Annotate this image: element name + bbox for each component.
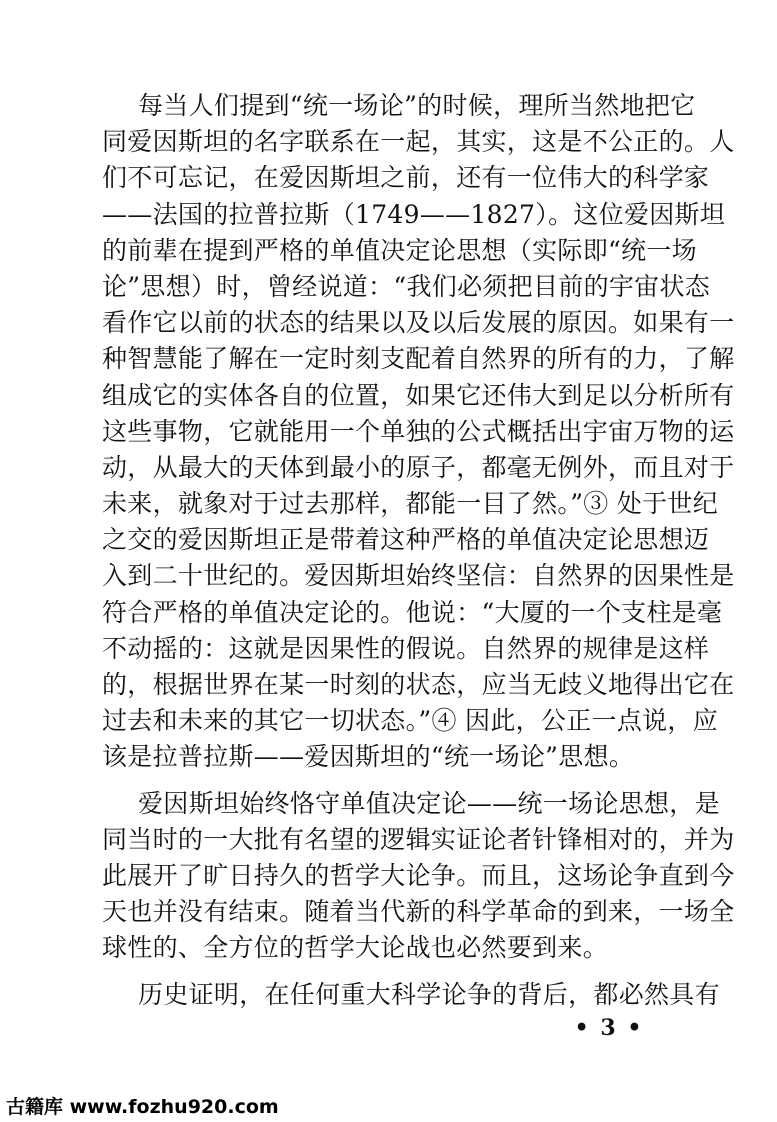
text-line: 的，根据世界在某一时刻的状态，应当无歧义地得出它在 (102, 670, 735, 699)
paragraph (102, 88, 735, 776)
paragraph-gap (102, 967, 674, 977)
paragraph (102, 977, 720, 1013)
text-line: 爱因斯坦始终恪守单值决定论——统一场论思想，是 (138, 788, 720, 818)
text-line: 之交的爱因斯坦正是带着这种严格的单值决定论思想迈 (102, 525, 710, 555)
text-line: 同当时的一大批有名望的逻辑实证论者针锋相对的，并为 (102, 824, 735, 854)
text-line: 每当人们提到“统一场论”的时候，理所当然地把它 (138, 91, 696, 120)
paragraph (102, 786, 735, 967)
text-line: 过去和未来的其它一切状态。”④ 因此，公正一点说，应 (102, 706, 719, 736)
text-line: 这些事物，它就能用一个单独的公式概括出宇宙万物的运 (102, 416, 735, 446)
text-line: 未来，就象对于过去那样，都能一目了然。”③ 处于世纪 (102, 489, 719, 519)
text-line: 论”思想）时，曾经说道：“我们必须把目前的宇宙状态 (102, 271, 711, 301)
watermark-text: 古籍库 www.fozhu920.com (6, 1096, 279, 1118)
text-line: 的前辈在提到严格的单值决定论思想（实际即“统一场 (102, 235, 697, 265)
text-line: 们不可忘记，在爱因斯坦之前，还有一位伟大的科学家 (102, 163, 710, 193)
text-line: 种智慧能了解在一定时刻支配着自然界的所有的力，了解 (102, 344, 735, 374)
text-line: 此展开了旷日持久的哲学大论争。而且，这场论争直到今 (102, 860, 735, 890)
paragraph-gap (102, 776, 674, 786)
text-line: 入到二十世纪的。爱因斯坦始终坚信：自然界的因果性是 (102, 561, 735, 591)
text-line: 符合严格的单值决定论的。他说：“大厦的一个支柱是毫 (102, 597, 723, 627)
text-line: 同爱因斯坦的名字联系在一起，其实，这是不公正的。人 (102, 127, 735, 157)
text-line: 看作它以前的状态的结果以及以后发展的原因。如果有一 (102, 308, 735, 338)
body-text (102, 88, 735, 1013)
text-line: 不动摇的：这就是因果性的假说。自然界的规律是这样 (102, 633, 710, 663)
text-line: 球性的、全方位的哲学大论战也必然要到来。 (102, 933, 609, 963)
text-line: 天也并没有结束。随着当代新的科学革命的到来，一场全 (102, 897, 735, 927)
text-line: 动，从最大的天体到最小的原子，都毫无例外，而且对于 (102, 452, 735, 482)
page-number: • 3 • (574, 1015, 644, 1041)
text-line: 历史证明，在任何重大科学论争的背后，都必然具有 (138, 979, 720, 1009)
text-line: 该是拉普拉斯——爱因斯坦的“统一场论”思想。 (102, 742, 635, 772)
text-line: ——法国的拉普拉斯（1749——1827）。这位爱因斯坦 (102, 199, 726, 229)
text-line: 组成它的实体各自的位置，如果它还伟大到足以分析所有 (102, 380, 735, 410)
